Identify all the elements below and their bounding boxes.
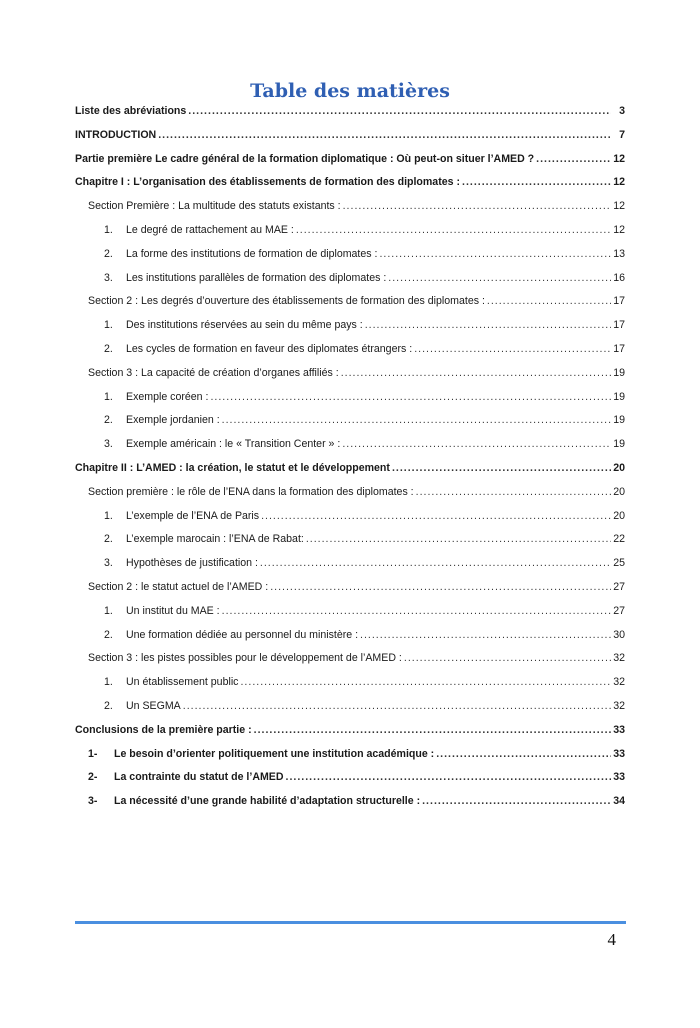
toc-entry-subsection[interactable] xyxy=(75,343,625,367)
toc-entry-number: 3. xyxy=(104,557,113,570)
dot-leader xyxy=(343,200,611,212)
dot-leader xyxy=(240,676,611,688)
page-number: 4 xyxy=(607,930,616,949)
toc-entry-label: Exemple américain : le « Transition Center » : xyxy=(126,438,341,451)
toc-entry-number: 1. xyxy=(104,223,113,236)
dot-leader xyxy=(414,343,611,355)
toc-entry-page: 34 xyxy=(613,795,625,808)
dot-leader xyxy=(222,414,611,426)
toc-entry-page: 32 xyxy=(613,652,625,665)
toc-entry-page: 7 xyxy=(619,128,625,141)
toc-entry-subsection[interactable] xyxy=(75,629,625,653)
toc-entry-page: 3 xyxy=(619,105,625,117)
toc-entry-conclusion-item[interactable] xyxy=(75,795,625,819)
toc-entry-label: Section 3 : La capacité de création d’organes affiliés : xyxy=(88,366,339,379)
toc-entry-page: 12 xyxy=(613,176,625,189)
toc-entry-label: Hypothèses de justification : xyxy=(126,557,258,570)
dot-leader xyxy=(270,581,611,593)
toc-entry-abbreviations[interactable] xyxy=(75,105,625,129)
toc-entry-label: Chapitre I : L’organisation des établissements de formation des diplomates : xyxy=(75,176,460,189)
dot-leader xyxy=(365,319,611,331)
toc-entry-label: Une formation dédiée au personnel du ministère : xyxy=(126,628,359,641)
toc-entry-label: Les institutions parallèles de formation des diplomates : xyxy=(126,271,387,284)
toc-entry-page: 30 xyxy=(613,628,625,641)
toc-entry-page: 32 xyxy=(613,699,625,712)
toc-entry-label: Partie première Le cadre général de la formation diplomatique : Où peut-on situer l’AMED ? xyxy=(75,152,535,165)
toc-entry-number: 1. xyxy=(104,390,113,403)
toc-entry-number: 2. xyxy=(104,247,113,260)
toc-entry-subsection[interactable] xyxy=(75,676,625,700)
dot-leader xyxy=(254,724,611,736)
toc-entry-label: Des institutions réservées au sein du même pays : xyxy=(126,319,363,332)
toc-entry-label: Section 3 : les pistes possibles pour le développement de l’AMED : xyxy=(88,652,402,665)
toc-entry-label: Section 2 : le statut actuel de l’AMED : xyxy=(88,580,269,593)
toc-entry-section[interactable] xyxy=(75,581,625,605)
toc-entry-number: 3. xyxy=(104,438,113,451)
dot-leader xyxy=(342,438,611,450)
toc-entry-page: 19 xyxy=(613,438,625,451)
footer-rule xyxy=(75,921,626,924)
toc-entry-label: L’exemple de l’ENA de Paris xyxy=(126,509,260,522)
toc-entry-number: 2- xyxy=(88,771,98,784)
toc-entry-number: 3. xyxy=(104,271,113,284)
toc-entry-part-one[interactable] xyxy=(75,153,625,177)
toc-entry-number: 3- xyxy=(88,795,98,808)
toc-entry-label: Exemple coréen : xyxy=(126,390,209,403)
toc-entry-number: 2. xyxy=(104,342,113,355)
toc-entry-label: Conclusions de la première partie : xyxy=(75,723,252,736)
toc-entry-page: 20 xyxy=(613,461,625,474)
toc-entry-page: 17 xyxy=(613,295,625,308)
toc-entry-page: 27 xyxy=(613,580,625,593)
dot-leader xyxy=(210,391,611,403)
toc-entry-label: La nécessité d’une grande habilité d’adaptation structurelle : xyxy=(114,795,421,808)
toc-entry-page: 32 xyxy=(613,676,625,689)
toc-entry-page: 19 xyxy=(613,390,625,403)
toc-entry-page: 19 xyxy=(613,414,625,427)
toc-entry-number: 2. xyxy=(104,699,113,712)
toc-entry-subsection[interactable] xyxy=(75,248,625,272)
toc-entry-subsection[interactable] xyxy=(75,224,625,248)
toc-entry-page: 16 xyxy=(613,271,625,284)
dot-leader xyxy=(341,367,611,379)
toc-entry-label: L’exemple marocain : l’ENA de Rabat: xyxy=(126,533,304,546)
toc-entry-conclusion-item[interactable] xyxy=(75,748,625,772)
toc-title: Table des matières xyxy=(250,80,450,102)
toc-entry-page: 22 xyxy=(613,533,625,546)
toc-entry-label: Un SEGMA xyxy=(126,699,181,712)
toc-entry-label: Un institut du MAE : xyxy=(126,604,220,617)
toc-entry-subsection[interactable] xyxy=(75,319,625,343)
toc-entry-page: 20 xyxy=(613,485,625,498)
dot-leader xyxy=(158,129,611,141)
toc-entry-subsection[interactable] xyxy=(75,533,625,557)
toc-entry-number: 1- xyxy=(88,747,98,760)
toc-entry-page: 17 xyxy=(613,342,625,355)
table-of-contents xyxy=(75,105,625,819)
dot-leader xyxy=(436,748,611,760)
dot-leader xyxy=(260,557,611,569)
toc-entry-number: 1. xyxy=(104,604,113,617)
dot-leader xyxy=(286,771,611,783)
toc-entry-page: 20 xyxy=(613,509,625,522)
dot-leader xyxy=(306,533,611,545)
dot-leader xyxy=(360,629,611,641)
toc-entry-number: 2. xyxy=(104,533,113,546)
toc-entry-label: Exemple jordanien : xyxy=(126,414,220,427)
toc-entry-label: Section première : le rôle de l’ENA dans la formation des diplomates : xyxy=(88,485,414,498)
toc-entry-page: 25 xyxy=(613,557,625,570)
toc-entry-section[interactable] xyxy=(75,367,625,391)
toc-entry-page: 19 xyxy=(613,366,625,379)
toc-entry-chapter-1[interactable] xyxy=(75,176,625,200)
toc-entry-subsection[interactable] xyxy=(75,605,625,629)
dot-leader xyxy=(422,795,611,807)
toc-entry-number: 2. xyxy=(104,628,113,641)
toc-entry-label: Les cycles de formation en faveur des diplomates étrangers : xyxy=(126,342,413,355)
toc-entry-subsection[interactable] xyxy=(75,391,625,415)
toc-entry-label: La contrainte du statut de l’AMED xyxy=(114,771,284,784)
toc-entry-subsection[interactable] xyxy=(75,700,625,724)
toc-entry-subsection[interactable] xyxy=(75,510,625,534)
toc-entry-subsection[interactable] xyxy=(75,414,625,438)
toc-entry-label: Section Première : La multitude des statuts existants : xyxy=(88,200,341,213)
dot-leader xyxy=(392,462,611,474)
toc-entry-section[interactable] xyxy=(75,652,625,676)
dot-leader xyxy=(462,176,611,188)
toc-entry-label: INTRODUCTION xyxy=(75,128,157,141)
dot-leader xyxy=(296,224,611,236)
toc-entry-conclusions[interactable] xyxy=(75,724,625,748)
toc-entry-page: 17 xyxy=(613,319,625,332)
toc-entry-conclusion-item[interactable] xyxy=(75,771,625,795)
toc-entry-section[interactable] xyxy=(75,200,625,224)
dot-leader xyxy=(388,272,611,284)
toc-entry-subsection[interactable] xyxy=(75,557,625,581)
toc-entry-page: 12 xyxy=(613,152,625,165)
toc-entry-label: Section 2 : Les degrés d’ouverture des établissements de formation des diplomates : xyxy=(88,295,485,308)
toc-entry-chapter-2[interactable] xyxy=(75,462,625,486)
toc-entry-subsection[interactable] xyxy=(75,438,625,462)
dot-leader xyxy=(536,153,611,165)
toc-entry-page: 12 xyxy=(613,200,625,213)
toc-entry-subsection[interactable] xyxy=(75,272,625,296)
dot-leader xyxy=(222,605,611,617)
toc-entry-number: 1. xyxy=(104,676,113,689)
toc-entry-number: 1. xyxy=(104,509,113,522)
toc-entry-introduction[interactable] xyxy=(75,129,625,153)
toc-entry-page: 33 xyxy=(613,747,625,760)
toc-entry-number: 2. xyxy=(104,414,113,427)
toc-entry-page: 33 xyxy=(613,771,625,784)
toc-entry-page: 12 xyxy=(613,223,625,236)
toc-entry-label: Un établissement public xyxy=(126,676,239,689)
dot-leader xyxy=(188,105,611,117)
toc-entry-page: 27 xyxy=(613,604,625,617)
toc-entry-section[interactable] xyxy=(75,295,625,319)
toc-entry-label: Le besoin d’orienter politiquement une institution académique : xyxy=(114,747,435,760)
dot-leader xyxy=(379,248,611,260)
dot-leader xyxy=(404,652,611,664)
toc-entry-label: Le degré de rattachement au MAE : xyxy=(126,223,294,236)
toc-entry-page: 13 xyxy=(613,247,625,260)
dot-leader xyxy=(416,486,611,498)
toc-entry-number: 1. xyxy=(104,319,113,332)
toc-entry-page: 33 xyxy=(613,723,625,736)
toc-entry-label: Liste des abréviations xyxy=(75,105,187,117)
toc-entry-section[interactable] xyxy=(75,486,625,510)
dot-leader xyxy=(487,295,611,307)
toc-entry-label: La forme des institutions de formation de diplomates : xyxy=(126,247,378,260)
dot-leader xyxy=(261,510,611,522)
toc-entry-label: Chapitre II : L’AMED : la création, le statut et le développement xyxy=(75,461,390,474)
dot-leader xyxy=(183,700,611,712)
